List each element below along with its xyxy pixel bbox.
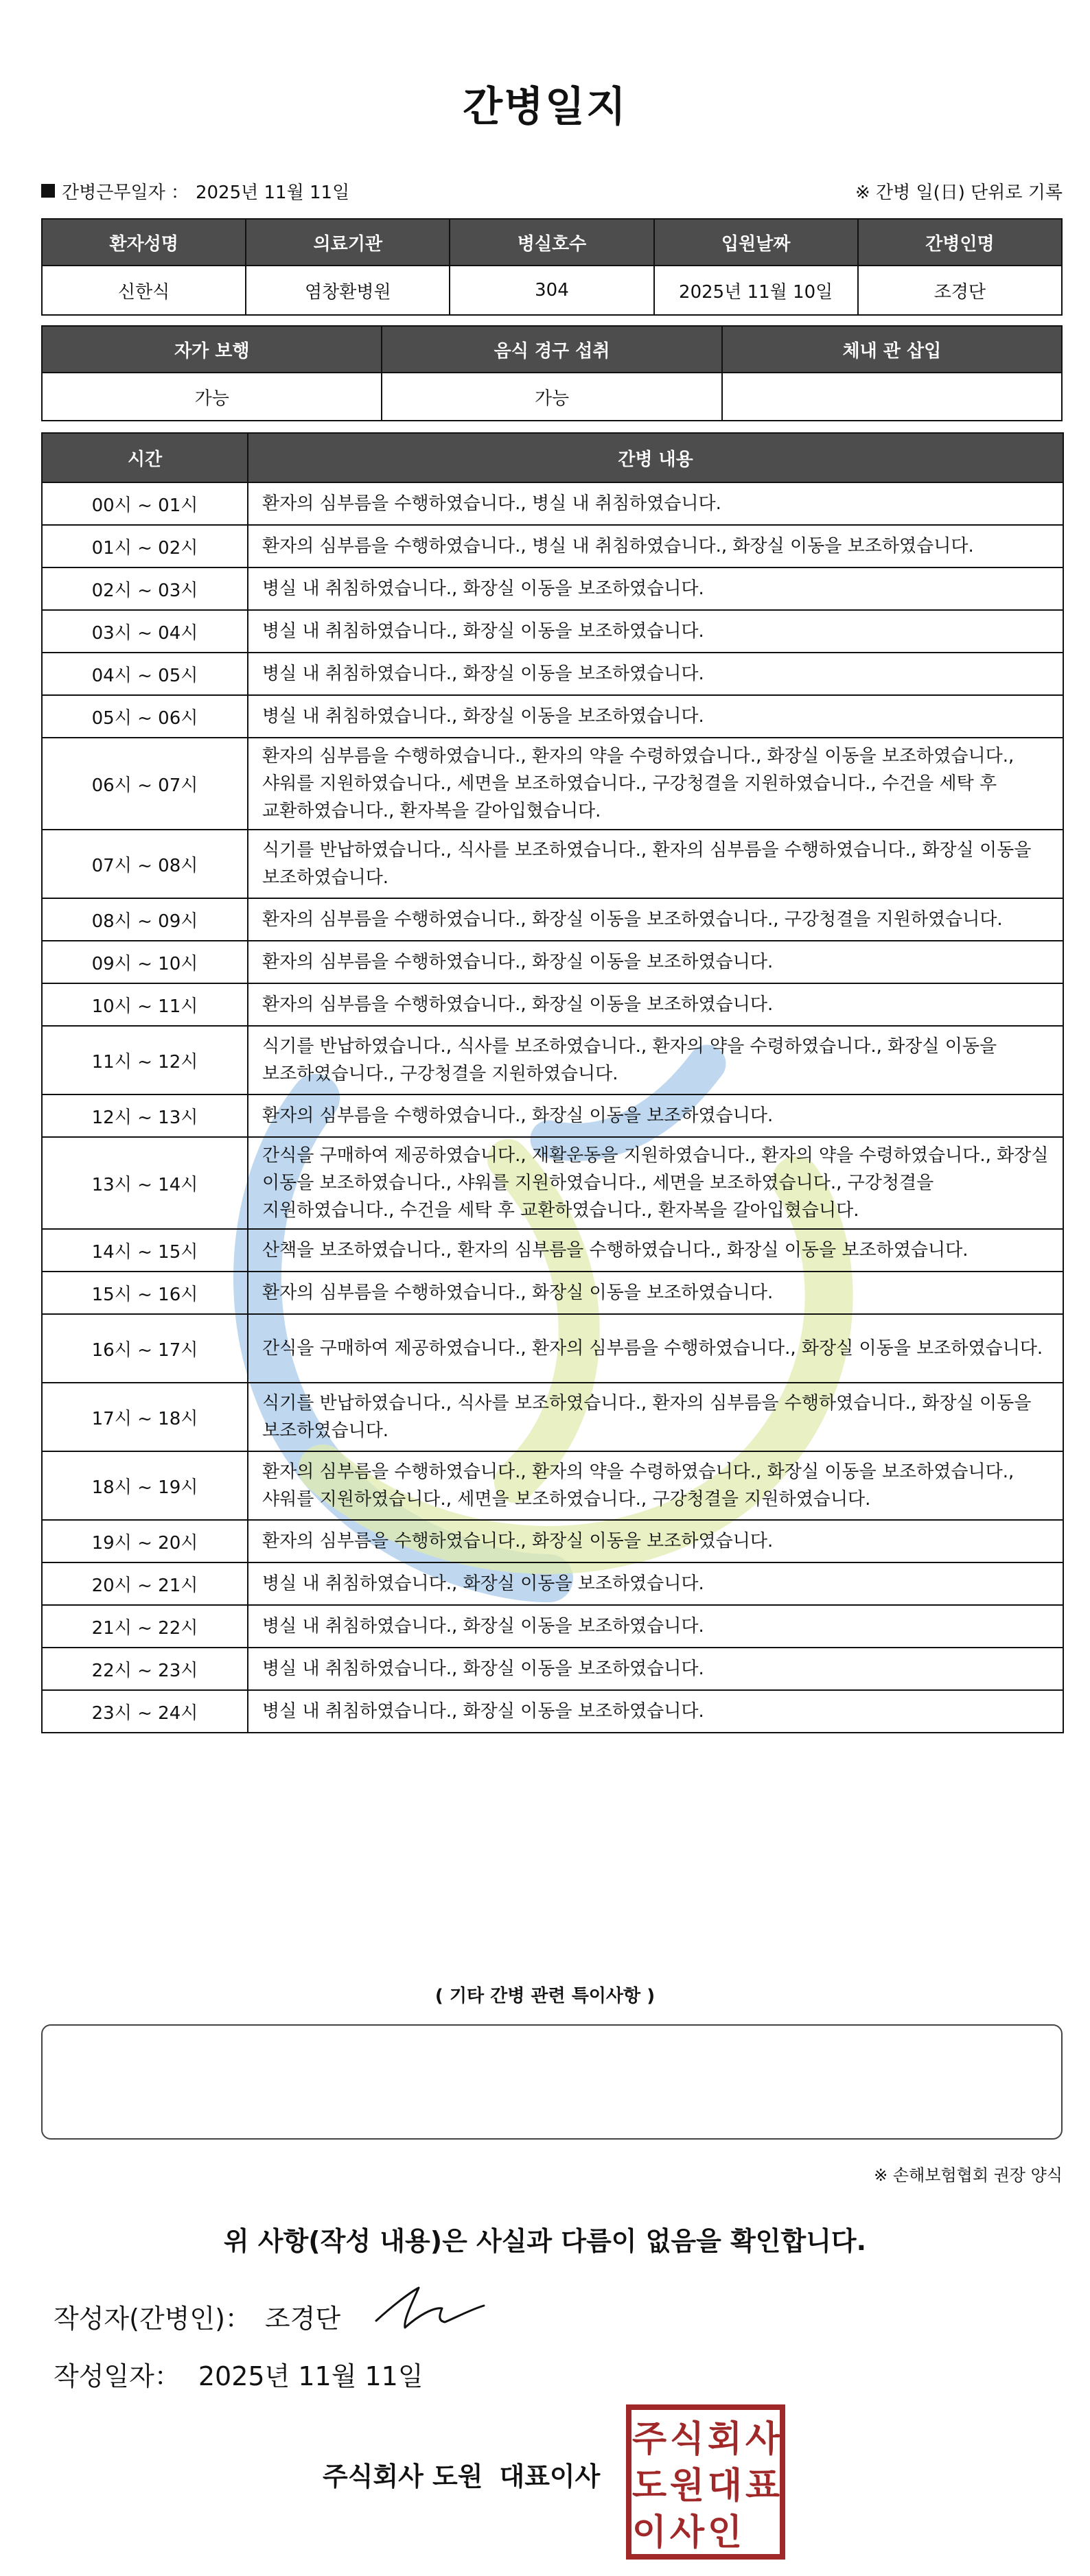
header-room-number: 병실호수 <box>450 219 653 266</box>
representative-title: 대표이사 <box>499 2461 601 2492</box>
care-log-time: 14시 ~ 15시 <box>42 1229 248 1272</box>
walking-value: 가능 <box>42 373 382 421</box>
svg-text:이: 이 <box>631 2512 667 2553</box>
care-log-content: 병실 내 취침하였습니다., 화장실 이동을 보조하였습니다. <box>248 1562 1063 1605</box>
care-log-row <box>42 1562 1063 1605</box>
care-log-content: 환자의 심부름을 수행하였습니다., 화장실 이동을 보조하였습니다. <box>248 1272 1063 1314</box>
svg-text:원: 원 <box>669 2466 705 2507</box>
header-tube-insertion: 체내 관 삽입 <box>722 326 1062 373</box>
svg-text:인: 인 <box>707 2512 743 2553</box>
care-log-time: 05시 ~ 06시 <box>42 695 248 738</box>
care-log-time: 07시 ~ 08시 <box>42 830 248 898</box>
svg-text:표: 표 <box>745 2466 780 2507</box>
notes-title: ( 기타 간병 관련 특이사항 ) <box>434 1986 656 2006</box>
care-log-row <box>42 898 1063 941</box>
care-log-row <box>42 525 1063 567</box>
company-row <box>323 2455 600 2493</box>
care-log-time: 12시 ~ 13시 <box>42 1094 248 1137</box>
work-date-row <box>41 177 1063 204</box>
status-value-row <box>42 373 1062 421</box>
care-log-header-row <box>42 433 1063 482</box>
care-log-time: 21시 ~ 22시 <box>42 1605 248 1648</box>
care-log-time: 10시 ~ 11시 <box>42 983 248 1026</box>
header-hospital: 의료기관 <box>246 219 450 266</box>
care-log-content: 환자의 심부름을 수행하였습니다., 화장실 이동을 보조하였습니다., 구강청결을 지원하였습니다. <box>248 898 1063 941</box>
svg-text:도: 도 <box>631 2466 667 2507</box>
hospital-name: 염창환병원 <box>246 266 450 315</box>
writer-name: 조경단 <box>264 2304 341 2334</box>
care-log-content: 환자의 심부름을 수행하였습니다., 병실 내 취침하였습니다. <box>248 482 1063 525</box>
care-log-content: 환자의 심부름을 수행하였습니다., 화장실 이동을 보조하였습니다. <box>248 941 1063 983</box>
patient-info-table <box>41 218 1063 316</box>
care-log-content: 환자의 심부름을 수행하였습니다., 화장실 이동을 보조하였습니다. <box>248 1094 1063 1137</box>
care-log-content: 간식을 구매하여 제공하였습니다., 환자의 심부름을 수행하였습니다., 화장실 이동을 보조하였습니다. <box>248 1314 1063 1383</box>
care-log-content: 병실 내 취침하였습니다., 화장실 이동을 보조하였습니다. <box>248 653 1063 695</box>
care-log-time: 20시 ~ 21시 <box>42 1562 248 1605</box>
header-walking: 자가 보행 <box>42 326 382 373</box>
written-date-value: 2025년 11월 11일 <box>198 2361 424 2391</box>
care-log-row <box>42 830 1063 898</box>
care-log-row <box>42 738 1063 830</box>
tube-insertion-value <box>722 373 1062 421</box>
care-log-content: 환자의 심부름을 수행하였습니다., 환자의 약을 수령하였습니다., 화장실 이동을 보조하였습니다., 샤워를 지원하였습니다., 세면을 보조하였습니다., 구강청결을 지원하였습니다. <box>248 1451 1063 1520</box>
care-log-row <box>42 1451 1063 1520</box>
care-log-time: 22시 ~ 23시 <box>42 1648 248 1690</box>
care-log-content: 식기를 반납하였습니다., 식사를 보조하였습니다., 환자의 심부름을 수행하였습니다., 화장실 이동을 보조하였습니다. <box>248 1383 1063 1451</box>
care-log-row <box>42 983 1063 1026</box>
care-log-content: 병실 내 취침하였습니다., 화장실 이동을 보조하였습니다. <box>248 1648 1063 1690</box>
record-unit-note: ※ 간병 일(日) 단위로 기록 <box>855 182 1063 203</box>
written-date-label: 작성일자： <box>54 2361 181 2391</box>
writer-label: 작성자(간병인)： <box>54 2304 251 2334</box>
recommend-form-note: ※ 손해보험협회 권장 양식 <box>874 2166 1063 2185</box>
patient-info-value-row <box>42 266 1062 315</box>
care-log-row <box>42 1648 1063 1690</box>
writer-row <box>54 2297 340 2335</box>
svg-text:식: 식 <box>669 2419 705 2460</box>
care-log-row <box>42 941 1063 983</box>
care-log-time: 13시 ~ 14시 <box>42 1137 248 1229</box>
room-number: 304 <box>450 266 653 315</box>
care-log-row <box>42 1383 1063 1451</box>
svg-text:사: 사 <box>669 2512 705 2553</box>
care-log-time: 23시 ~ 24시 <box>42 1690 248 1733</box>
svg-text:대: 대 <box>707 2466 743 2507</box>
care-log-time: 09시 ~ 10시 <box>42 941 248 983</box>
care-log-content: 환자의 심부름을 수행하였습니다., 병실 내 취침하였습니다., 화장실 이동을 보조하였습니다. <box>248 525 1063 567</box>
care-log-time: 19시 ~ 20시 <box>42 1520 248 1562</box>
oral-intake-value: 가능 <box>382 373 721 421</box>
notes-box <box>41 2024 1063 2140</box>
care-log-time: 00시 ~ 01시 <box>42 482 248 525</box>
care-log-time: 18시 ~ 19시 <box>42 1451 248 1520</box>
company-seal <box>625 2403 787 2561</box>
written-date-row <box>54 2355 424 2393</box>
header-care-content: 간병 내용 <box>248 433 1063 482</box>
care-log-row <box>42 1605 1063 1648</box>
care-log-time: 17시 ~ 18시 <box>42 1383 248 1451</box>
care-log-time: 15시 ~ 16시 <box>42 1272 248 1314</box>
care-log-row <box>42 1314 1063 1383</box>
company-name: 주식회사 도원 <box>323 2461 483 2492</box>
care-log-content: 식기를 반납하였습니다., 식사를 보조하였습니다., 환자의 약을 수령하였습니다., 화장실 이동을 보조하였습니다., 구강청결을 지원하였습니다. <box>248 1026 1063 1094</box>
caregiver-name: 조경단 <box>858 266 1062 315</box>
care-log-time: 03시 ~ 04시 <box>42 610 248 653</box>
care-log-content: 환자의 심부름을 수행하였습니다., 화장실 이동을 보조하였습니다. <box>248 983 1063 1026</box>
admission-date: 2025년 11월 10일 <box>654 266 858 315</box>
header-oral-intake: 음식 경구 섭취 <box>382 326 721 373</box>
care-log-content: 병실 내 취침하였습니다., 화장실 이동을 보조하였습니다. <box>248 567 1063 610</box>
patient-status-table <box>41 325 1063 421</box>
care-log-row <box>42 1229 1063 1272</box>
care-log-body <box>42 482 1063 1733</box>
svg-text:사: 사 <box>745 2419 780 2460</box>
care-log-content: 산책을 보조하였습니다., 환자의 심부름을 수행하였습니다., 화장실 이동을 보조하였습니다. <box>248 1229 1063 1272</box>
care-log-time: 11시 ~ 12시 <box>42 1026 248 1094</box>
care-log-time: 04시 ~ 05시 <box>42 653 248 695</box>
care-log-row <box>42 1094 1063 1137</box>
square-bullet-icon <box>41 184 55 198</box>
signature-image <box>371 2280 487 2334</box>
svg-text:회: 회 <box>707 2419 743 2460</box>
work-date-value: 2025년 11월 11일 <box>195 182 350 203</box>
care-log-row <box>42 1520 1063 1562</box>
care-log-row <box>42 567 1063 610</box>
care-log-row <box>42 610 1063 653</box>
care-log-time: 08시 ~ 09시 <box>42 898 248 941</box>
care-log-row <box>42 1137 1063 1229</box>
header-caregiver-name: 간병인명 <box>858 219 1062 266</box>
care-log-content: 병실 내 취침하였습니다., 화장실 이동을 보조하였습니다. <box>248 610 1063 653</box>
care-log-row <box>42 482 1063 525</box>
header-patient-name: 환자성명 <box>42 219 246 266</box>
status-header-row <box>42 326 1062 373</box>
care-log-row <box>42 1272 1063 1314</box>
patient-name: 신한식 <box>42 266 246 315</box>
care-log-row <box>42 1690 1063 1733</box>
care-log-time: 06시 ~ 07시 <box>42 738 248 830</box>
care-log-content: 환자의 심부름을 수행하였습니다., 환자의 약을 수령하였습니다., 화장실 이동을 보조하였습니다., 샤워를 지원하였습니다., 세면을 보조하였습니다., 구강청결을 지원하였습니다., 수건을 세탁 후 교환하였습니다., 환자복을 갈아입혔습니다. <box>248 738 1063 830</box>
care-log-time: 02시 ~ 03시 <box>42 567 248 610</box>
care-log-time: 01시 ~ 02시 <box>42 525 248 567</box>
care-log-content: 간식을 구매하여 제공하였습니다., 재활운동을 지원하였습니다., 환자의 약을 수령하였습니다., 화장실 이동을 보조하였습니다., 샤워를 지원하였습니다., 세면을 보조하였습니다., 구강청결을 지원하였습니다., 수건을 세탁 후 교환하였습니다., 환자복을 갈아입혔습니다. <box>248 1137 1063 1229</box>
header-time: 시간 <box>42 433 248 482</box>
patient-info-header-row <box>42 219 1062 266</box>
page-title: 간병일지 <box>463 83 627 131</box>
work-date-label: 간병근무일자 ： <box>62 182 189 203</box>
care-log-content: 환자의 심부름을 수행하였습니다., 화장실 이동을 보조하였습니다. <box>248 1520 1063 1562</box>
care-log-time: 16시 ~ 17시 <box>42 1314 248 1383</box>
care-log-table <box>41 432 1064 1733</box>
care-log-content: 병실 내 취침하였습니다., 화장실 이동을 보조하였습니다. <box>248 1690 1063 1733</box>
header-admission-date: 입원날짜 <box>654 219 858 266</box>
svg-text:주: 주 <box>631 2419 667 2460</box>
care-log-row <box>42 653 1063 695</box>
care-log-content: 병실 내 취침하였습니다., 화장실 이동을 보조하였습니다. <box>248 1605 1063 1648</box>
care-log-content: 병실 내 취침하였습니다., 화장실 이동을 보조하였습니다. <box>248 695 1063 738</box>
care-log-row <box>42 1026 1063 1094</box>
confirmation-statement: 위 사항(작성 내용)은 사실과 다름이 없음을 확인합니다. <box>223 2226 867 2256</box>
care-log-row <box>42 695 1063 738</box>
care-log-content: 식기를 반납하였습니다., 식사를 보조하였습니다., 환자의 심부름을 수행하였습니다., 화장실 이동을 보조하였습니다. <box>248 830 1063 898</box>
